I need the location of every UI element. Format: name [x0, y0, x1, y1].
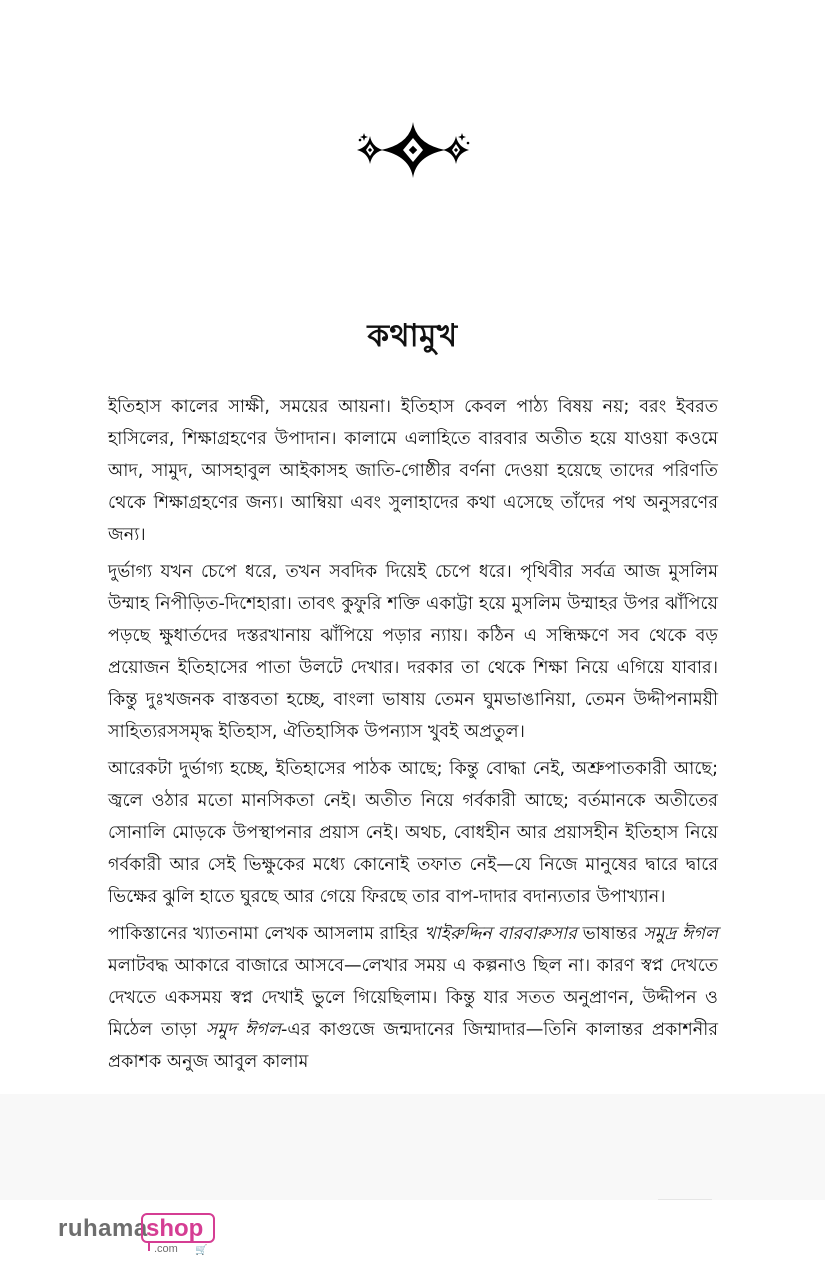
text-run: দুর্ভাগ্য যখন চেপে ধরে, তখন সবদিক দিয়েই চেপে ধরে। পৃথিবীর সর্বত্র আজ মুসলিম উম্মাহ নিপীড়িত-দিশেহারা। তাবৎ কুফুরি শক্তি একাট্টা হয়ে মুসলিম উম্মাহর উপর ঝাঁপিয়ে পড়ছে ক্ষুধার্তদের দস্তরখানায় ঝাঁপিয়ে পড়ার ন্যায়। কঠিন এ সন্ধিক্ষণে সব থেকে বড় প্রয়োজন ইতিহাসের পাতা উলটে দেখার। দরকার তা থেকে শিক্ষা নিয়ে এগিয়ে যাবার। কিন্তু দুঃখজনক বাস্তবতা হচ্ছে, বাংলা ভাষায় তেমন ঘুমভাঙানিয়া, তেমন উদ্দীপনাময়ী সাহিত্যরসসমৃদ্ধ ইতিহাস, ঐতিহাসিক উপন্যাস খুবই অপ্রতুল। [108, 562, 718, 742]
logo-text-ruhama: ruhama [58, 1215, 148, 1242]
logo-text-com: .com [154, 1243, 178, 1255]
footer-band [0, 1094, 825, 1200]
paragraph [108, 918, 718, 1078]
paragraph [108, 556, 718, 748]
text-run: আরেকটা দুর্ভাগ্য হচ্ছে, ইতিহাসের পাঠক আছে; কিন্তু বোদ্ধা নেই, অশ্রুপাতকারী আছে; জ্বলে ওঠার মতো মানসিকতা নেই। অতীত নিয়ে গর্বকারী আছে; বর্তমানকে অতীতের সোনালি মোড়কে উপস্থাপনার প্রয়াস নেই। অথচ, বোধহীন আর প্রয়াসহীন ইতিহাস নিয়ে গর্বকারী আর সেই ভিক্ষুকের মধ্যে কোনোই তফাত নেই—যে নিজে মানুষের দ্বারে দ্বারে ভিক্ষের ঝুলি হাতে ঘুরছে আর গেয়ে ফিরছে তার বাপ-দাদার বদান্যতার উপাখ্যান। [108, 759, 718, 907]
cart-icon: 🛒 [195, 1245, 208, 1256]
small-star-left-icon [357, 133, 383, 164]
page-title: কথামুখ [367, 318, 458, 354]
paragraph [108, 753, 718, 913]
text-run: মলাটবদ্ধ আকারে বাজারে আসবে—লেখার সময় এ কল্পনাও ছিল না। কারণ স্বপ্ন দেখতে দেখতে একসময় স্বপ্ন দেখাই ভুলে গিয়েছিলাম। কিন্তু যার সতত অনুপ্রাণন, উদ্দীপন ও মিঠেল তাড়া [108, 956, 718, 1040]
decorative-star-ornament-icon [348, 118, 478, 182]
band-divider [658, 1199, 712, 1200]
small-star-right-icon [443, 133, 469, 164]
italic-title: সমুদ ঈগল [205, 1020, 282, 1040]
logo-text-shop: shop [146, 1215, 204, 1242]
paragraph [108, 391, 718, 551]
italic-title: সমুদ্র ঈগল [643, 924, 718, 944]
body-text [108, 391, 718, 1083]
italic-title: খাইরুদ্দিন বারবারুসার [424, 924, 577, 944]
text-run: ভাষান্তর [576, 924, 644, 944]
big-star-center-icon [381, 122, 445, 178]
text-run: পাকিস্তানের খ্যাতনামা লেখক আসলাম রাহির [108, 924, 425, 944]
text-run: -এর কাগুজে জন্মদানের জিম্মাদার—তিনি কালান্তর প্রকাশনীর প্রকাশক অনুজ আবুল কালাম [108, 1020, 718, 1072]
text-run: ইতিহাস কালের সাক্ষী, সময়ের আয়না। ইতিহাস কেবল পাঠ্য বিষয় নয়; বরং ইবরত হাসিলের, শিক্ষাগ্রহণের উপাদান। কালামে এলাহিতে বারবার অতীত হয়ে যাওয়া কওমে আদ, সামুদ, আসহাবুল আইকাসহ জাতি-গোষ্ঠীর বর্ণনা দেওয়া হয়েছে তাদের পরিণতি থেকে শিক্ষাগ্রহণের জন্য। আম্বিয়া এবং সুলাহাদের কথা এসেছে তাঁদের পথ অনুসরণের জন্য। [108, 397, 718, 545]
